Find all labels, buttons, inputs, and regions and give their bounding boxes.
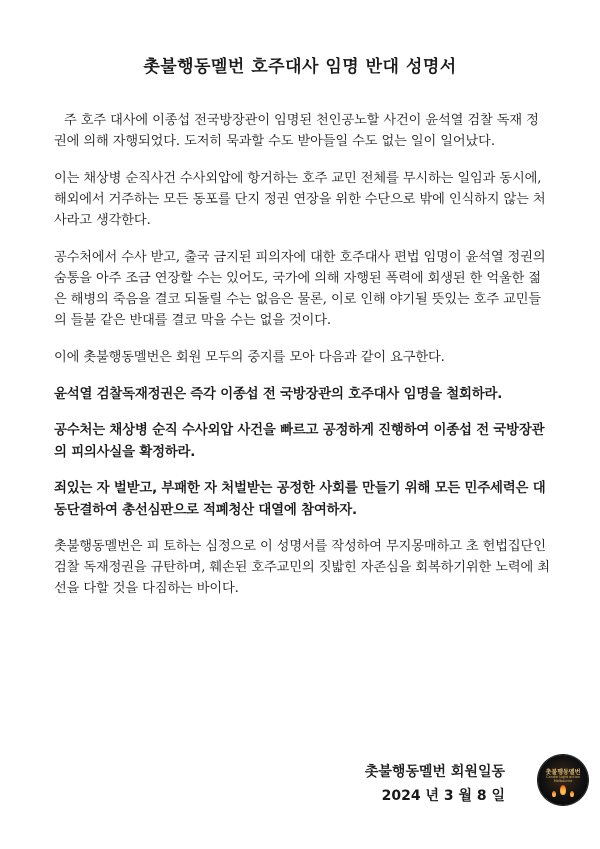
closing-paragraph: 촛불행동멜번은 피 토하는 심정으로 이 성명서를 작성하여 무지몽매하고 초 헌법집단인 검찰 독재정권을 규탄하며, 훼손된 호주교민의 짓밟힌 자존심을 회복하기위한 노력에 최선을 다할 것을 다짐하는 바이다. [54,539,550,596]
candle-flame-icon [560,785,566,795]
demand-3: 죄있는 자 벌받고, 부패한 자 처벌받는 공정한 사회를 만들기 위해 모든 민주세력은 대동단결하여 총선심판으로 적폐청산 대열에 참여하자. [54,481,546,518]
paragraph-2: 이는 채상병 순직사건 수사외압에 항거하는 호주 교민 전체를 무시하는 일임과 동시에, 해외에서 거주하는 모든 동포를 단지 정권 연장을 위한 수단으로 밖에 인식하지 않는 처사라고 생각한다. [54,171,546,228]
signature-block [365,760,505,808]
date: 2024 년 3 월 8 일 [381,788,505,804]
candle-icon [552,791,556,797]
demand-2: 공수처는 채상병 순직 수사외압 사건을 빠르고 공정하게 진행하여 이종섭 전 국방장관의 피의사실을 확정하라. [54,423,545,460]
paragraph-intro: 주 호주 대사에 이종섭 전국방장관이 임명된 천인공노할 사건이 윤석열 검찰 독재 정권에 의해 자행되었다. 도저히 묵과할 수도 받아들일 수도 없는 일이 일어났다. [54,113,539,149]
demand-1: 윤석열 검찰독재정권은 즉각 이종섭 전 국방장관의 호주대사 임명을 철회하라. [54,387,503,402]
paragraph-4: 이에 촛불행동멜번은 회원 모두의 중지를 모아 다음과 같이 요구한다. [54,350,445,365]
document-body [54,110,550,615]
logo-subtext: Candle Light action Melbourne [546,775,580,783]
candle-icon [570,791,574,797]
signature: 촛불행동멜번 회원일동 [364,764,505,780]
candle-logo [538,755,588,805]
logo-text: 촛불행동멜번 [545,769,581,776]
paragraph-3: 공수처에서 수사 받고, 출국 금지된 피의자에 대한 호주대사 편법 임명이 윤석열 정권의 숨통을 아주 조금 연장할 수는 있어도, 국가에 의해 자행된 폭력에 회생된 한 억울한 젊은 해병의 죽음을 결코 되돌릴 수는 없음은 물론, 이로 인해 야기될 뜻있는 호주 교민들의 들불 같은 반대를 결코 막을 수는 없을 것이다. [54,250,546,328]
document-title: 촛불행동멜번 호주대사 임명 반대 성명서 [143,57,457,77]
